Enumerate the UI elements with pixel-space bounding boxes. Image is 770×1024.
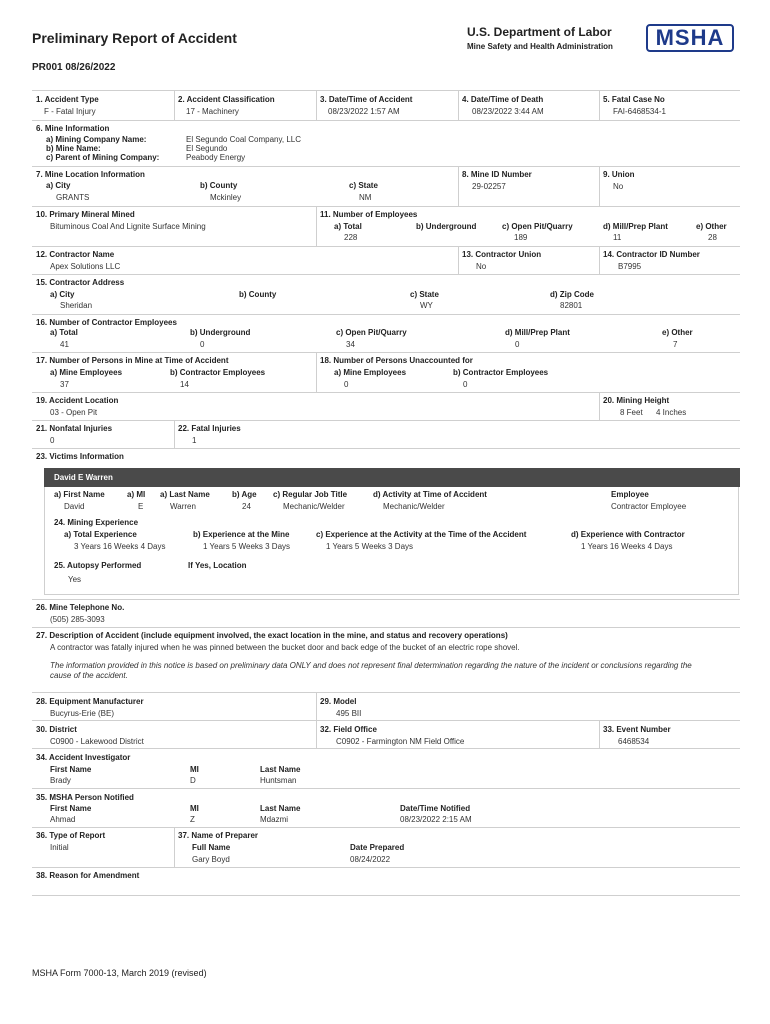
victim-job-value: Mechanic/Welder (283, 502, 345, 511)
contractor-mill-label: d) Mill/Prep Plant (505, 328, 570, 337)
field-contractor-union-value: No (476, 262, 487, 271)
contractor-mill-value: 0 (515, 340, 520, 349)
notified-mi-label: MI (190, 804, 199, 813)
exp-total-label: a) Total Experience (64, 530, 137, 539)
persons-mine-employees-value: 37 (60, 380, 69, 389)
field-mine-id-value: 29-02257 (472, 182, 506, 191)
victim-age-label: b) Age (232, 490, 257, 499)
employees-openpit-label: c) Open Pit/Quarry (502, 222, 573, 231)
persons-contractor-label: b) Contractor Employees (170, 368, 266, 377)
mine-name-value: El Segundo (186, 144, 228, 153)
victim-activity-label: d) Activity at Time of Accident (373, 490, 487, 499)
field-unaccounted-label: 18. Number of Persons Unaccounted for (320, 356, 473, 365)
mining-height-feet: 8 Feet (620, 408, 643, 417)
field-telephone-label: 26. Mine Telephone No. (36, 603, 125, 612)
investigator-mi-value: D (190, 776, 196, 785)
contractor-openpit-label: c) Open Pit/Quarry (336, 328, 407, 337)
mine-name-label: b) Mine Name: (46, 144, 101, 153)
field-amendment-label: 38. Reason for Amendment (36, 871, 140, 880)
exp-total-value: 3 Years 16 Weeks 4 Days (74, 542, 166, 551)
unaccounted-mine-value: 0 (344, 380, 349, 389)
field-description-value: A contractor was fatally injured when he was pinned between the bucket door and back edge of the bucket of an electric rope shovel. (50, 643, 520, 652)
field-death-datetime-value: 08/23/2022 3:44 AM (472, 107, 544, 116)
field-nonfatal-value: 0 (50, 436, 55, 445)
exp-activity-label: c) Experience at the Activity at the Time of the Accident (316, 530, 527, 539)
field-contractor-employees-label: 16. Number of Contractor Employees (36, 318, 177, 327)
field-model-value: 495 BII (336, 709, 362, 718)
field-contractor-name-label: 12. Contractor Name (36, 250, 115, 259)
mine-county-value: Mckinley (210, 193, 242, 202)
field-description-label: 27. Description of Accident (include equipment involved, the exact location in the mine, and status and recovery operations) (36, 631, 508, 640)
field-victims-label: 23. Victims Information (36, 452, 124, 461)
victim-type-value: Contractor Employee (611, 502, 687, 511)
contractor-state-value: WY (420, 301, 433, 310)
victim-last-label: a) Last Name (160, 490, 210, 499)
report-id: PR001 08/26/2022 (32, 62, 116, 73)
field-fatal-value: 1 (192, 436, 197, 445)
field-classification-label: 2. Accident Classification (178, 95, 275, 104)
field-telephone-value: (505) 285-3093 (50, 615, 105, 624)
exp-activity-value: 1 Years 5 Weeks 3 Days (326, 542, 414, 551)
unaccounted-mine-label: a) Mine Employees (334, 368, 407, 377)
mine-state-label: c) State (349, 181, 378, 190)
field-district-value: C0900 - Lakewood District (50, 737, 144, 746)
victim-age-value: 24 (242, 502, 251, 511)
field-district-label: 30. District (36, 725, 77, 734)
contractor-zip-value: 82801 (560, 301, 583, 310)
employees-mill-label: d) Mill/Prep Plant (603, 222, 668, 231)
contractor-other-label: e) Other (662, 328, 693, 337)
victim-last-value: Warren (170, 502, 196, 511)
autopsy-value: Yes (68, 575, 82, 584)
contractor-county-label: b) County (239, 290, 277, 299)
preparer-date-label: Date Prepared (350, 843, 405, 852)
field-investigator-label: 34. Accident Investigator (36, 753, 131, 762)
field-report-type-value: Initial (50, 843, 69, 852)
contractor-openpit-value: 34 (346, 340, 355, 349)
field-accident-datetime-value: 08/23/2022 1:57 AM (328, 107, 400, 116)
victim-first-label: a) First Name (54, 490, 105, 499)
notified-datetime-label: Date/Time Notified (400, 804, 471, 813)
field-event-number-label: 33. Event Number (603, 725, 671, 734)
mine-city-label: a) City (46, 181, 71, 190)
agency-name: Mine Safety and Health Administration (467, 42, 613, 51)
unaccounted-contractor-value: 0 (463, 380, 468, 389)
contractor-underground-value: 0 (200, 340, 205, 349)
mining-company-label: a) Mining Company Name: (46, 135, 147, 144)
field-mine-location-label: 7. Mine Location Information (36, 170, 145, 179)
notified-datetime-value: 08/23/2022 2:15 AM (400, 815, 472, 824)
contractor-other-value: 7 (673, 340, 678, 349)
page-title: Preliminary Report of Accident (32, 30, 237, 46)
investigator-mi-label: MI (190, 765, 199, 774)
exp-mine-label: b) Experience at the Mine (193, 530, 290, 539)
victim-first-value: David (64, 502, 85, 511)
contractor-underground-label: b) Underground (190, 328, 251, 337)
field-mining-height-label: 20. Mining Height (603, 396, 670, 405)
field-employees-label: 11. Number of Employees (320, 210, 418, 219)
notified-first-label: First Name (50, 804, 92, 813)
employees-mill-value: 11 (613, 233, 622, 242)
mine-state-value: NM (359, 193, 372, 202)
field-accident-datetime-label: 3. Date/Time of Accident (320, 95, 413, 104)
field-mineral-value: Bituminous Coal And Lignite Surface Mining (50, 222, 206, 231)
autopsy-location-label: If Yes, Location (188, 561, 247, 570)
victim-header (44, 468, 740, 487)
field-manufacturer-value: Bucyrus-Erie (BE) (50, 709, 115, 718)
mining-company-value: El Segundo Coal Company, LLC (186, 135, 302, 144)
employees-underground-label: b) Underground (416, 222, 477, 231)
preparer-date-value: 08/24/2022 (350, 855, 391, 864)
field-contractor-id-value: B7995 (618, 262, 642, 271)
autopsy-label: 25. Autopsy Performed (54, 561, 142, 570)
investigator-first-label: First Name (50, 765, 92, 774)
investigator-last-label: Last Name (260, 765, 301, 774)
mine-city-value: GRANTS (56, 193, 90, 202)
field-mine-id-label: 8. Mine ID Number (462, 170, 532, 179)
employees-total-value: 228 (344, 233, 358, 242)
field-event-number-value: 6468534 (618, 737, 650, 746)
field-contractor-id-label: 14. Contractor ID Number (603, 250, 700, 259)
form-footer: MSHA Form 7000-13, March 2019 (revised) (32, 968, 207, 978)
exp-mine-value: 1 Years 5 Weeks 3 Days (203, 542, 291, 551)
disclaimer-line-1: The information provided in this notice is based on preliminary data ONLY and does not represent final determination regarding the nature of the incident or conclusions regarding the (50, 661, 692, 670)
victim-activity-value: Mechanic/Welder (383, 502, 445, 511)
victim-type-label: Employee (611, 490, 649, 499)
field-persons-in-mine-label: 17. Number of Persons in Mine at Time of Accident (36, 356, 229, 365)
victim-mi-label: a) MI (127, 490, 146, 499)
victim-name: David E Warren (54, 473, 113, 482)
field-manufacturer-label: 28. Equipment Manufacturer (36, 697, 144, 706)
contractor-total-value: 41 (60, 340, 69, 349)
field-contractor-union-label: 13. Contractor Union (462, 250, 542, 259)
employees-other-label: e) Other (696, 222, 727, 231)
contractor-zip-label: d) Zip Code (550, 290, 594, 299)
mining-height-inches: 4 Inches (656, 408, 687, 417)
field-field-office-value: C0902 - Farmington NM Field Office (336, 737, 465, 746)
field-union-value: No (613, 182, 624, 191)
field-accident-location-value: 03 - Open Pit (50, 408, 98, 417)
investigator-last-value: Huntsman (260, 776, 297, 785)
unaccounted-contractor-label: b) Contractor Employees (453, 368, 549, 377)
notified-last-label: Last Name (260, 804, 301, 813)
field-preparer-label: 37. Name of Preparer (178, 831, 259, 840)
parent-company-label: c) Parent of Mining Company: (46, 153, 160, 162)
field-mine-info-label: 6. Mine Information (36, 124, 110, 133)
employees-openpit-value: 189 (514, 233, 528, 242)
mining-experience-label: 24. Mining Experience (54, 518, 139, 527)
preparer-name-value: Gary Boyd (192, 855, 230, 864)
field-classification-value: 17 - Machinery (186, 107, 239, 116)
msha-logo: MSHA (646, 24, 734, 52)
field-accident-type-value: F - Fatal Injury (44, 107, 96, 116)
field-contractor-address-label: 15. Contractor Address (36, 278, 125, 287)
mine-county-label: b) County (200, 181, 238, 190)
disclaimer-line-2: cause of the accident. (50, 671, 128, 680)
field-union-label: 9. Union (603, 170, 635, 179)
victim-mi-value: E (138, 502, 144, 511)
field-report-type-label: 36. Type of Report (36, 831, 106, 840)
notified-mi-value: Z (190, 815, 195, 824)
employees-other-value: 28 (708, 233, 717, 242)
department-name: U.S. Department of Labor (467, 25, 612, 39)
notified-last-value: Mdazmi (260, 815, 289, 824)
notified-first-value: Ahmad (50, 815, 76, 824)
parent-company-value: Peabody Energy (186, 153, 246, 162)
persons-mine-employees-label: a) Mine Employees (50, 368, 123, 377)
employees-total-label: a) Total (334, 222, 362, 231)
contractor-city-value: Sheridan (60, 301, 93, 310)
persons-contractor-value: 14 (180, 380, 189, 389)
exp-contractor-value: 1 Years 16 Weeks 4 Days (581, 542, 673, 551)
field-field-office-label: 32. Field Office (320, 725, 377, 734)
field-person-notified-label: 35. MSHA Person Notified (36, 793, 134, 802)
victim-job-label: c) Regular Job Title (273, 490, 348, 499)
field-contractor-name-value: Apex Solutions LLC (50, 262, 121, 271)
investigator-first-value: Brady (50, 776, 71, 785)
exp-contractor-label: d) Experience with Contractor (571, 530, 685, 539)
field-model-label: 29. Model (320, 697, 357, 706)
field-death-datetime-label: 4. Date/Time of Death (462, 95, 544, 104)
field-fatal-case-value: FAI-6468534-1 (613, 107, 666, 116)
contractor-city-label: a) City (50, 290, 75, 299)
field-nonfatal-label: 21. Nonfatal Injuries (36, 424, 113, 433)
contractor-total-label: a) Total (50, 328, 78, 337)
preparer-name-label: Full Name (192, 843, 231, 852)
field-mineral-label: 10. Primary Mineral Mined (36, 210, 135, 219)
field-fatal-case-label: 5. Fatal Case No (603, 95, 665, 104)
field-fatal-label: 22. Fatal Injuries (178, 424, 241, 433)
field-accident-location-label: 19. Accident Location (36, 396, 119, 405)
field-accident-type-label: 1. Accident Type (36, 95, 99, 104)
contractor-state-label: c) State (410, 290, 439, 299)
